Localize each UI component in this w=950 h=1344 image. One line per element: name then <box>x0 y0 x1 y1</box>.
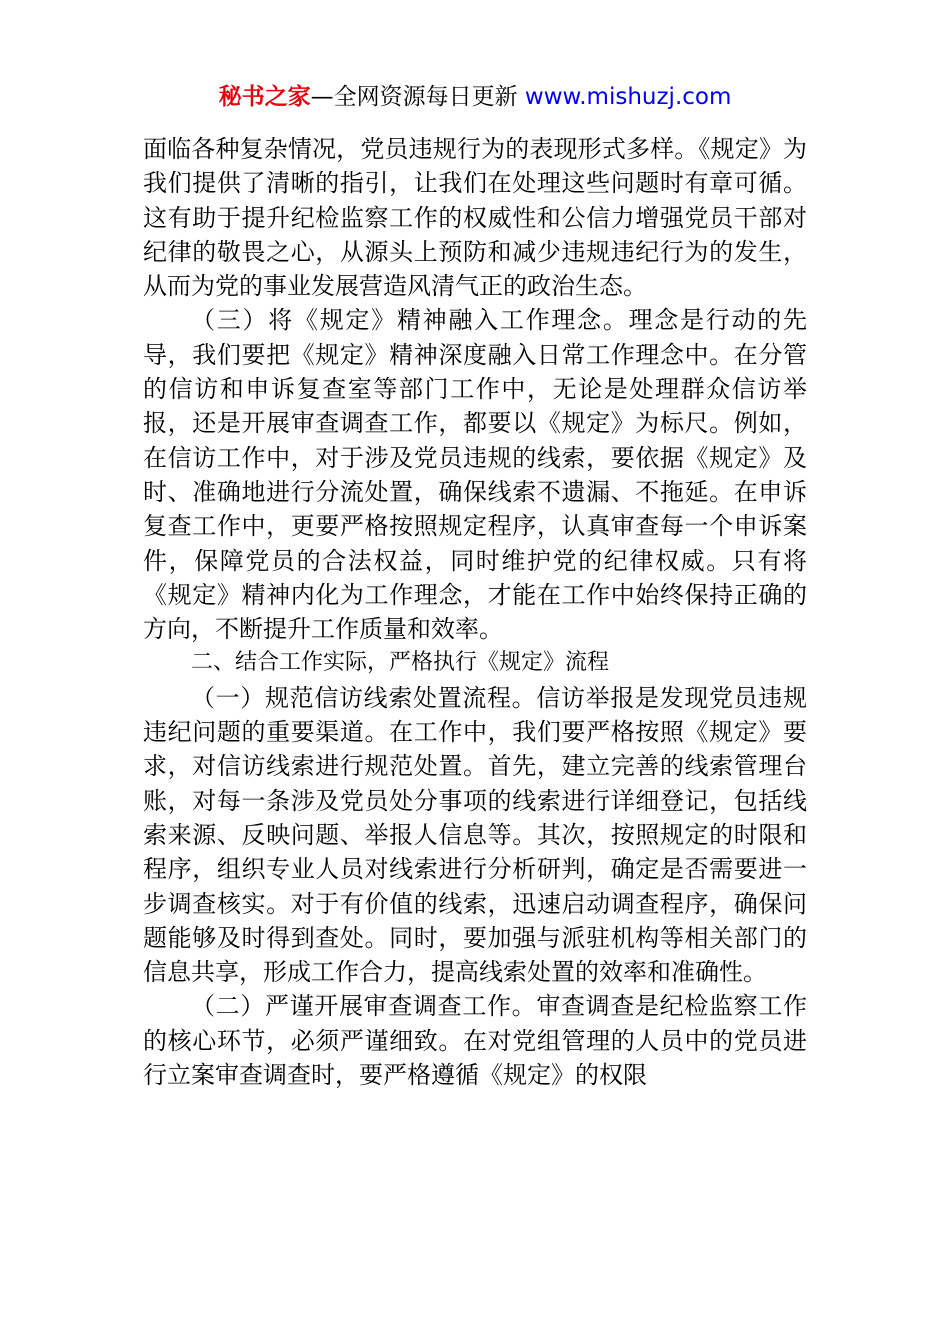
paragraph-continuation: 面临各种复杂情况，党员违规行为的表现形式多样。《规定》为我们提供了清晰的指引，让我们在处理这些问题时有章可循。这有助于提升纪检监察工作的权威性和公信力增强党员干部对纪律的敬畏之心，从源头上预防和减少违规违纪行为的发生，从而为党的事业发展营造风清气正的政治生态。 <box>143 135 807 301</box>
paragraph-section-2-2: （二）严谨开展审查调查工作。审查调查是纪检监察工作的核心环节，必须严谨细致。在对党组管理的人员中的党员进行立案审查调查时，要严格遵循《规定》的权限 <box>143 992 807 1090</box>
header-tagline: —全网资源每日更新 <box>310 84 518 110</box>
site-url-link[interactable]: www.mishuzj.com <box>524 84 732 110</box>
paragraph-section-1-3: （三）将《规定》精神融入工作理念。理念是行动的先导，我们要把《规定》精神深度融入日常工作理念中。在分管的信访和申诉复查室等部门工作中，无论是处理群众信访举报，还是开展审查调查工作，都要以《规定》为标尺。例如，在信访工作中，对于涉及党员违规的线索，要依据《规定》及时、准确地进行分流处置，确保线索不遗漏、不拖延。在申诉复查工作中，更要严格按照规定程序，认真审查每一个申诉案件，保障党员的合法权益，同时维护党的纪律权威。只有将《规定》精神内化为工作理念，才能在工作中始终保持正确的方向，不断提升工作质量和效率。 <box>143 306 807 644</box>
page-header <box>0 80 950 114</box>
section-heading-2: 二、结合工作实际，严格执行《规定》流程 <box>191 650 610 676</box>
brand-name: 秘书之家 <box>218 84 311 110</box>
paragraph-section-2-1: （一）规范信访线索处置流程。信访举报是发现党员违规违纪问题的重要渠道。在工作中，我们要严格按照《规定》要求，对信访线索进行规范处置。首先，建立完善的线索管理台账，对每一条涉及党员处分事项的线索进行详细登记，包括线索来源、反映问题、举报人信息等。其次，按照规定的时限和程序，组织专业人员对线索进行分析研判，确定是否需要进一步调查核实。对于有价值的线索，迅速启动调查程序，确保问题能够及时得到查处。同时，要加强与派驻机构等相关部门的信息共享，形成工作合力，提高线索处置的效率和准确性。 <box>143 683 807 987</box>
document-body <box>143 132 807 1092</box>
